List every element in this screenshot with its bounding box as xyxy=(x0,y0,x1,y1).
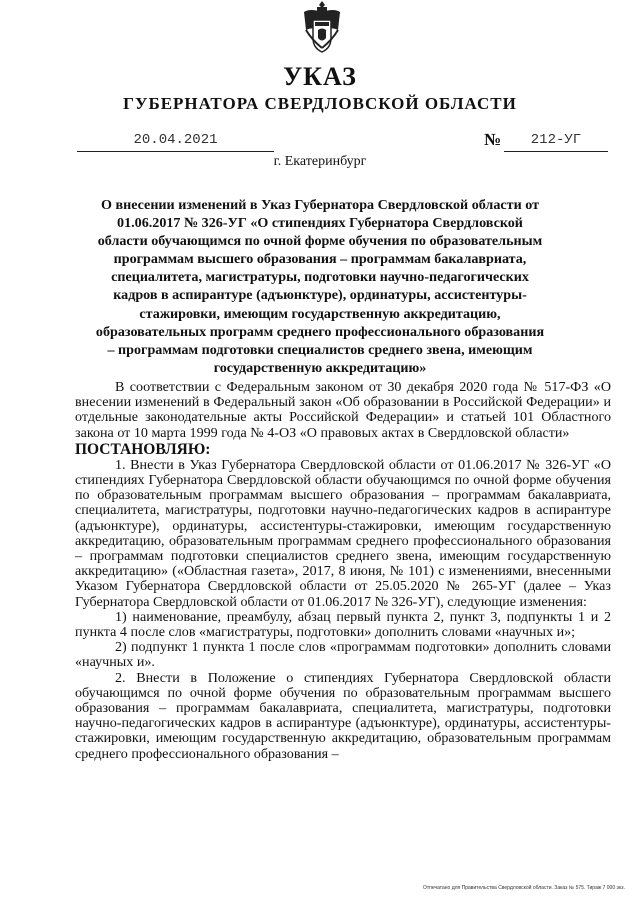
item-1-2: 2) подпункт 1 пункта 1 после слов «программам подготовки» дополнить словами «научных и». xyxy=(75,639,611,671)
city: г. Екатеринбург xyxy=(273,154,367,169)
decree-date: 20.04.2021 xyxy=(77,132,274,152)
decree-number: 212-УГ xyxy=(504,132,608,152)
decree-body xyxy=(75,380,611,762)
coat-of-arms-icon xyxy=(300,0,344,56)
document-title: УКАЗ xyxy=(283,62,357,91)
number-sign: № xyxy=(484,130,502,149)
preamble: В соответствии с Федеральным законом от 30 декабря 2020 года № 517-ФЗ «О внесении изменений в Федеральный закон «Об образовании в Российской Федерации» и отдельные законодательные акты Российской Федерации» и статьей 101 Областного закона от 10 марта 1999 года № 4-ОЗ «О правовых актах в Свердловской области» xyxy=(75,379,611,441)
document-subtitle: ГУБЕРНАТОРА СВЕРДЛОВСКОЙ ОБЛАСТИ xyxy=(123,94,517,113)
print-footer: Отпечатано для Правительства Свердловской области. Заказ № 575. Тираж 7 000 экз. xyxy=(423,885,625,891)
decree-word: ПОСТАНОВЛЯЮ: xyxy=(75,440,211,458)
item-1-1: 1) наименование, преамбулу, абзац первый пункта 2, пункт 3, подпункты 1 и 2 пункта 4 после слов «магистратуры, подготовки» дополнить словами «научных и»; xyxy=(75,608,611,641)
item-2: 2. Внести в Положение о стипендиях Губернатора Свердловской области обучающимся по очной форме обучения по образовательным программам высшего образования – программам бакалавриата, специалитета, магистратуры, подготовки научно-педагогических кадров в аспирантуре (адъюнктуре), ординатуры, ассистентуры-стажировки, имеющим государственную аккредитацию, образовательным программам среднего профессионального образования – xyxy=(75,669,611,762)
item-1: 1. Внести в Указ Губернатора Свердловской области от 01.06.2017 № 326-УГ «О стипендиях Губернатора Свердловской области обучающимся по очной форме обучения по образовательным программам высшего образования – программам бакалавриата, специалитета, магистратуры, подготовки научно-педагогических кадров в аспирантуре (адъюнктуре), ординатуры, ассистентуры-стажировки, имеющим государственную аккредитацию, образовательным программам среднего профессионального образования – программам подготовки специалистов среднего звена, имеющим государственную аккредитацию» («Областная газета», 2017, 8 июня, № 101) с изменениями, внесенными Указом Губернатора Свердловской области от 25.05.2020 № 265-УГ (далее – Указ Губернатора Свердловской области от 01.06.2017 № 326-УГ), следующие изменения: xyxy=(75,456,611,610)
decree-heading: О внесении изменений в Указ Губернатора Свердловской области от 01.06.2017 № 326-УГ «О стипендиях Губернатора Свердловской области обучающимся по очной форме обучения по образовательным программам высшего образования – программам бакалавриата, специалитета, магистратуры, подготовки научно-педагогических кадров в аспирантуре (адъюнктуре), ординатуры, ассистентуры-стажировки, имеющим государственную аккредитацию, образовательных программ среднего профессионального образования – программам подготовки специалистов среднего звена, имеющим государственную аккредитацию» xyxy=(95,197,545,376)
